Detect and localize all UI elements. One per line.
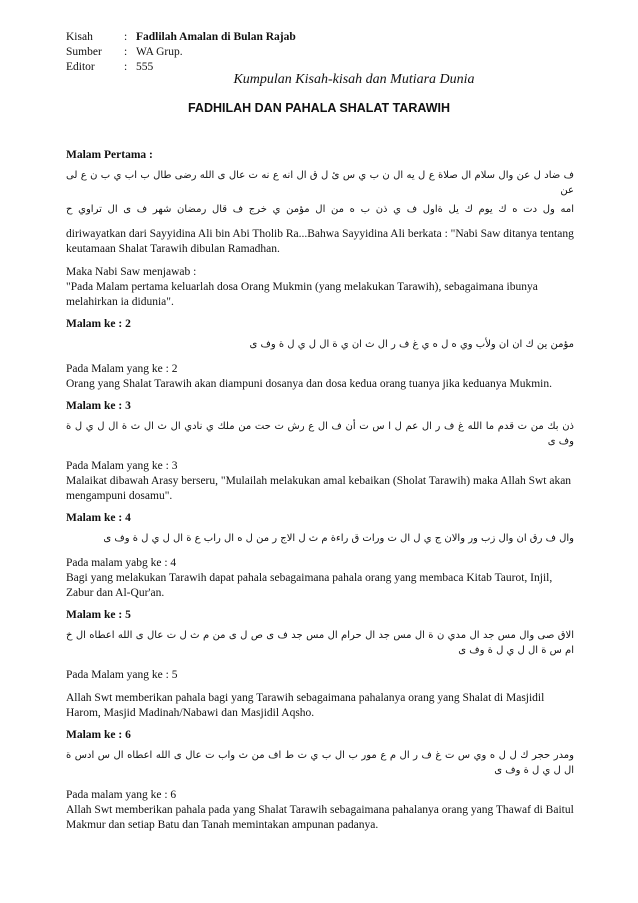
section-heading: Malam ke : 3 (66, 400, 131, 412)
paragraph (66, 459, 574, 504)
section-malam-pertama (66, 148, 574, 310)
paragraph (66, 362, 574, 392)
arabic-text: وال ف رق ان وال زب ور والان ج ي ل ال ت ورات ق راءة م ث ل الاج ر من ل ه ال راب ع ة ال ل ي ل ة وف ى (103, 533, 574, 544)
night-text: Malaikat dibawah Arasy berseru, "Mulailah melakukan amal kebaikan (Sholat Tarawih) maka Allah Swt akan mengampuni dosamu". (66, 475, 572, 502)
document-subtitle: Kumpulan Kisah-kisah dan Mutiara Dunia (233, 72, 475, 87)
night-label: Pada Malam yang ke : 5 (66, 669, 178, 681)
night-label: Pada Malam yang ke : 2 (66, 363, 178, 375)
paragraph (66, 265, 574, 310)
document-body (66, 148, 574, 833)
paragraph (66, 556, 574, 601)
meta-sumber-value: WA Grup. (136, 46, 183, 58)
night-text: Orang yang Shalat Tarawih akan diampuni dosanya dan dosa kedua orang tuanya jika keduanya Mukmin. (66, 378, 552, 390)
section-malam-2 (66, 317, 574, 392)
arabic-text: مؤمن ين ك ان ان ولأب وي ه ل ه ي غ ف ر ال ث ان ي ة ال ل ي ل ة وف ى (249, 339, 574, 350)
section-heading: Malam ke : 5 (66, 609, 131, 621)
meta-editor-value: 555 (136, 61, 154, 73)
document-meta (66, 30, 296, 75)
night-label: Pada malam yang ke : 6 (66, 789, 177, 801)
section-malam-4 (66, 511, 574, 601)
meta-sumber-label: Sumber (66, 46, 102, 58)
arabic-text: ف ضاد ل عن وال سلام ال صلاة ع ل يه ال ن ب ي س ئ ل ق ال انه ع نه ت عال ى الله رضى طال ب اب ي ب ن ع لى عن (66, 170, 574, 196)
meta-sumber-sep: : (124, 46, 128, 58)
arabic-text: الاق صى وال مس جد ال مدي ن ة ال مس جد ال حرام ال مس جد ف ى ص ل ى من م ث ل ت عال ى الله اعطاه ال خ ام س ة ال ل ي ل ة وف ى (66, 630, 574, 656)
meta-editor-sep: : (124, 61, 128, 73)
arabic-text: ذن بك من ت قدم ما الله غ ف ر ال عم ل ا س ت أن ف ال ع رش ت حت من ملك ي نادي ال ث ال ث ة ال ل ي ل ة وف ى (66, 421, 574, 447)
night-label: Pada Malam yang ke : 3 (66, 460, 178, 472)
paragraph: diriwayatkan dari Sayyidina Ali bin Abi Tholib Ra...Bahwa Sayyidina Ali berkata : "Nabi Saw ditanya tentang keutamaan Shalat Tarawih dibulan Ramadhan. (66, 228, 574, 255)
document-title: FADHILAH DAN PAHALA SHALAT TARAWIH (187, 101, 450, 115)
paragraph (66, 788, 574, 833)
section-heading: Malam ke : 6 (66, 729, 131, 741)
meta-editor-label: Editor (66, 61, 95, 73)
meta-kisah-value: Fadlilah Amalan di Bulan Rajab (136, 31, 296, 43)
section-heading: Malam ke : 4 (66, 512, 131, 524)
night-label: Pada malam yabg ke : 4 (66, 557, 177, 569)
meta-kisah-label: Kisah (66, 31, 93, 43)
night-text: Allah Swt memberikan pahala bagi yang Tarawih sebagaimana pahalanya orang yang Shalat di Masjidil Harom, Masjid Madinah/Nabawi dan Masjidil Aqsho. (66, 692, 545, 719)
section-malam-6 (66, 728, 574, 833)
paragraph-line: Maka Nabi Saw menjawab : (66, 266, 197, 278)
arabic-text: امه ول دت ه ك يوم ك يل ةاول ف ي ذن ب ه من ال مؤمن ي خرج ف قال رمضان شهر ف ى ال تراوي ح (66, 204, 574, 215)
section-heading: Malam ke : 2 (66, 318, 131, 330)
meta-kisah-row (66, 30, 296, 45)
arabic-text: ومدر حجر ك ل ل ه وي س ت غ ف ر ال م ع مور ب ال ب ي ت ط اف من ث واب ت عال ى الله اعطاه ال س ادس ة ال ل ي ل ة وف ى (66, 750, 574, 776)
night-text: Allah Swt memberikan pahala pada yang Shalat Tarawih sebagaimana pahalanya orang yang Thawaf di Baitul Makmur dan setiap Batu dan Tanah memintakan ampunan padanya. (66, 804, 574, 831)
meta-sumber-row (66, 45, 296, 60)
paragraph-line: "Pada Malam pertama keluarlah dosa Orang Mukmin (yang melakukan Tarawih), sebagaimana ibunya melahirkan ia didunia". (66, 281, 538, 308)
section-heading: Malam Pertama : (66, 149, 153, 161)
paragraph (66, 691, 574, 721)
section-malam-3 (66, 399, 574, 504)
meta-kisah-sep: : (124, 31, 128, 43)
paragraph (66, 668, 574, 683)
section-malam-5 (66, 608, 574, 721)
night-text: Bagi yang melakukan Tarawih dapat pahala sebagaimana pahala orang yang membaca Kitab Taurot, Injil, Zabur dan Al-Qur'an. (66, 572, 553, 599)
